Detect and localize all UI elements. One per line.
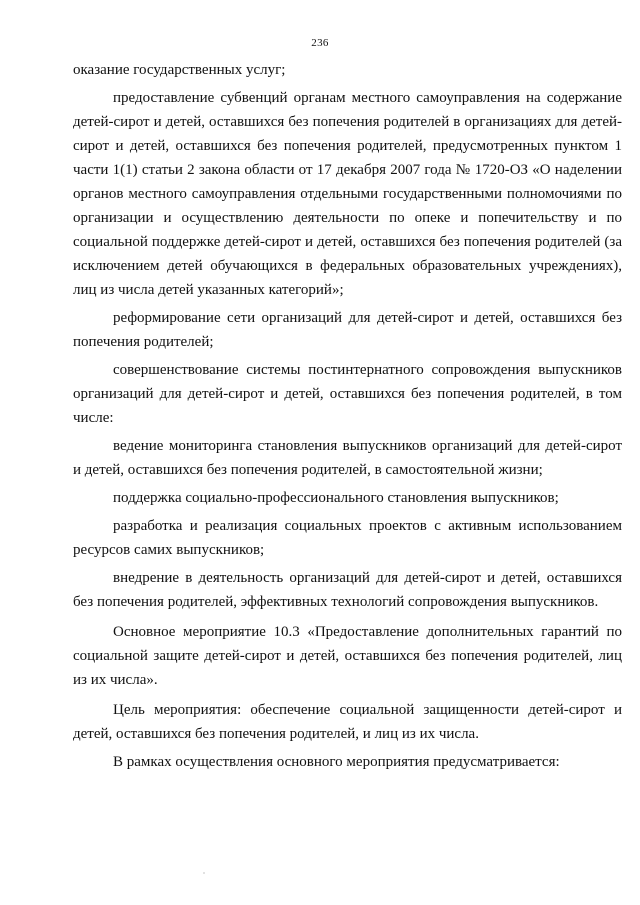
paragraph: предоставление субвенций органам местного самоуправления на содержание детей-сирот и детей, оставшихся без попечения родителей в организациях для детей-сирот и детей, оставшихся без попечения родителей, предусмотренных пунктом 1 части 1(1) статьи 2 закона области от 17 декабря 2007 года № 1720-ОЗ «О наделении органов местного самоуправления отдельными государственными полномочиями по организации и осуществлению деятельности по опеке и попечительству и по социальной поддержке детей-сирот и детей, оставшихся без попечения родителей (за исключением детей обучающихся в федеральных образовательных учреждениях), лиц из числа детей указанных категорий»; <box>73 90 622 298</box>
paragraph: Цель мероприятия: обеспечение социальной защищенности детей-сирот и детей, оставшихся без попечения родителей, и лиц из их числа. <box>73 702 622 742</box>
paragraph: оказание государственных услуг; <box>73 62 286 78</box>
scan-artifact <box>203 872 205 874</box>
paragraph: поддержка социально-профессионального становления выпускников; <box>113 490 559 506</box>
page-number: 236 <box>311 37 329 49</box>
paragraph: реформирование сети организаций для детей-сирот и детей, оставшихся без попечения родителей; <box>73 310 622 350</box>
document-body <box>73 58 622 778</box>
paragraph: Основное мероприятие 10.3 «Предоставление дополнительных гарантий по социальной защите детей-сирот и детей, оставшихся без попечения родителей, лиц из их числа». <box>73 624 622 688</box>
paragraph: внедрение в деятельность организаций для детей-сирот и детей, оставшихся без попечения родителей, эффективных технологий сопровождения выпускников. <box>73 570 622 610</box>
paragraph: ведение мониторинга становления выпускников организаций для детей-сирот и детей, оставшихся без попечения родителей, в самостоятельной жизни; <box>73 438 622 478</box>
paragraph: разработка и реализация социальных проектов с активным использованием ресурсов самих выпускников; <box>73 518 622 558</box>
paragraph: совершенствование системы постинтернатного сопровождения выпускников организаций для детей-сирот и детей, оставшихся без попечения родителей, в том числе: <box>73 362 622 426</box>
paragraph: В рамках осуществления основного мероприятия предусматривается: <box>113 754 560 770</box>
